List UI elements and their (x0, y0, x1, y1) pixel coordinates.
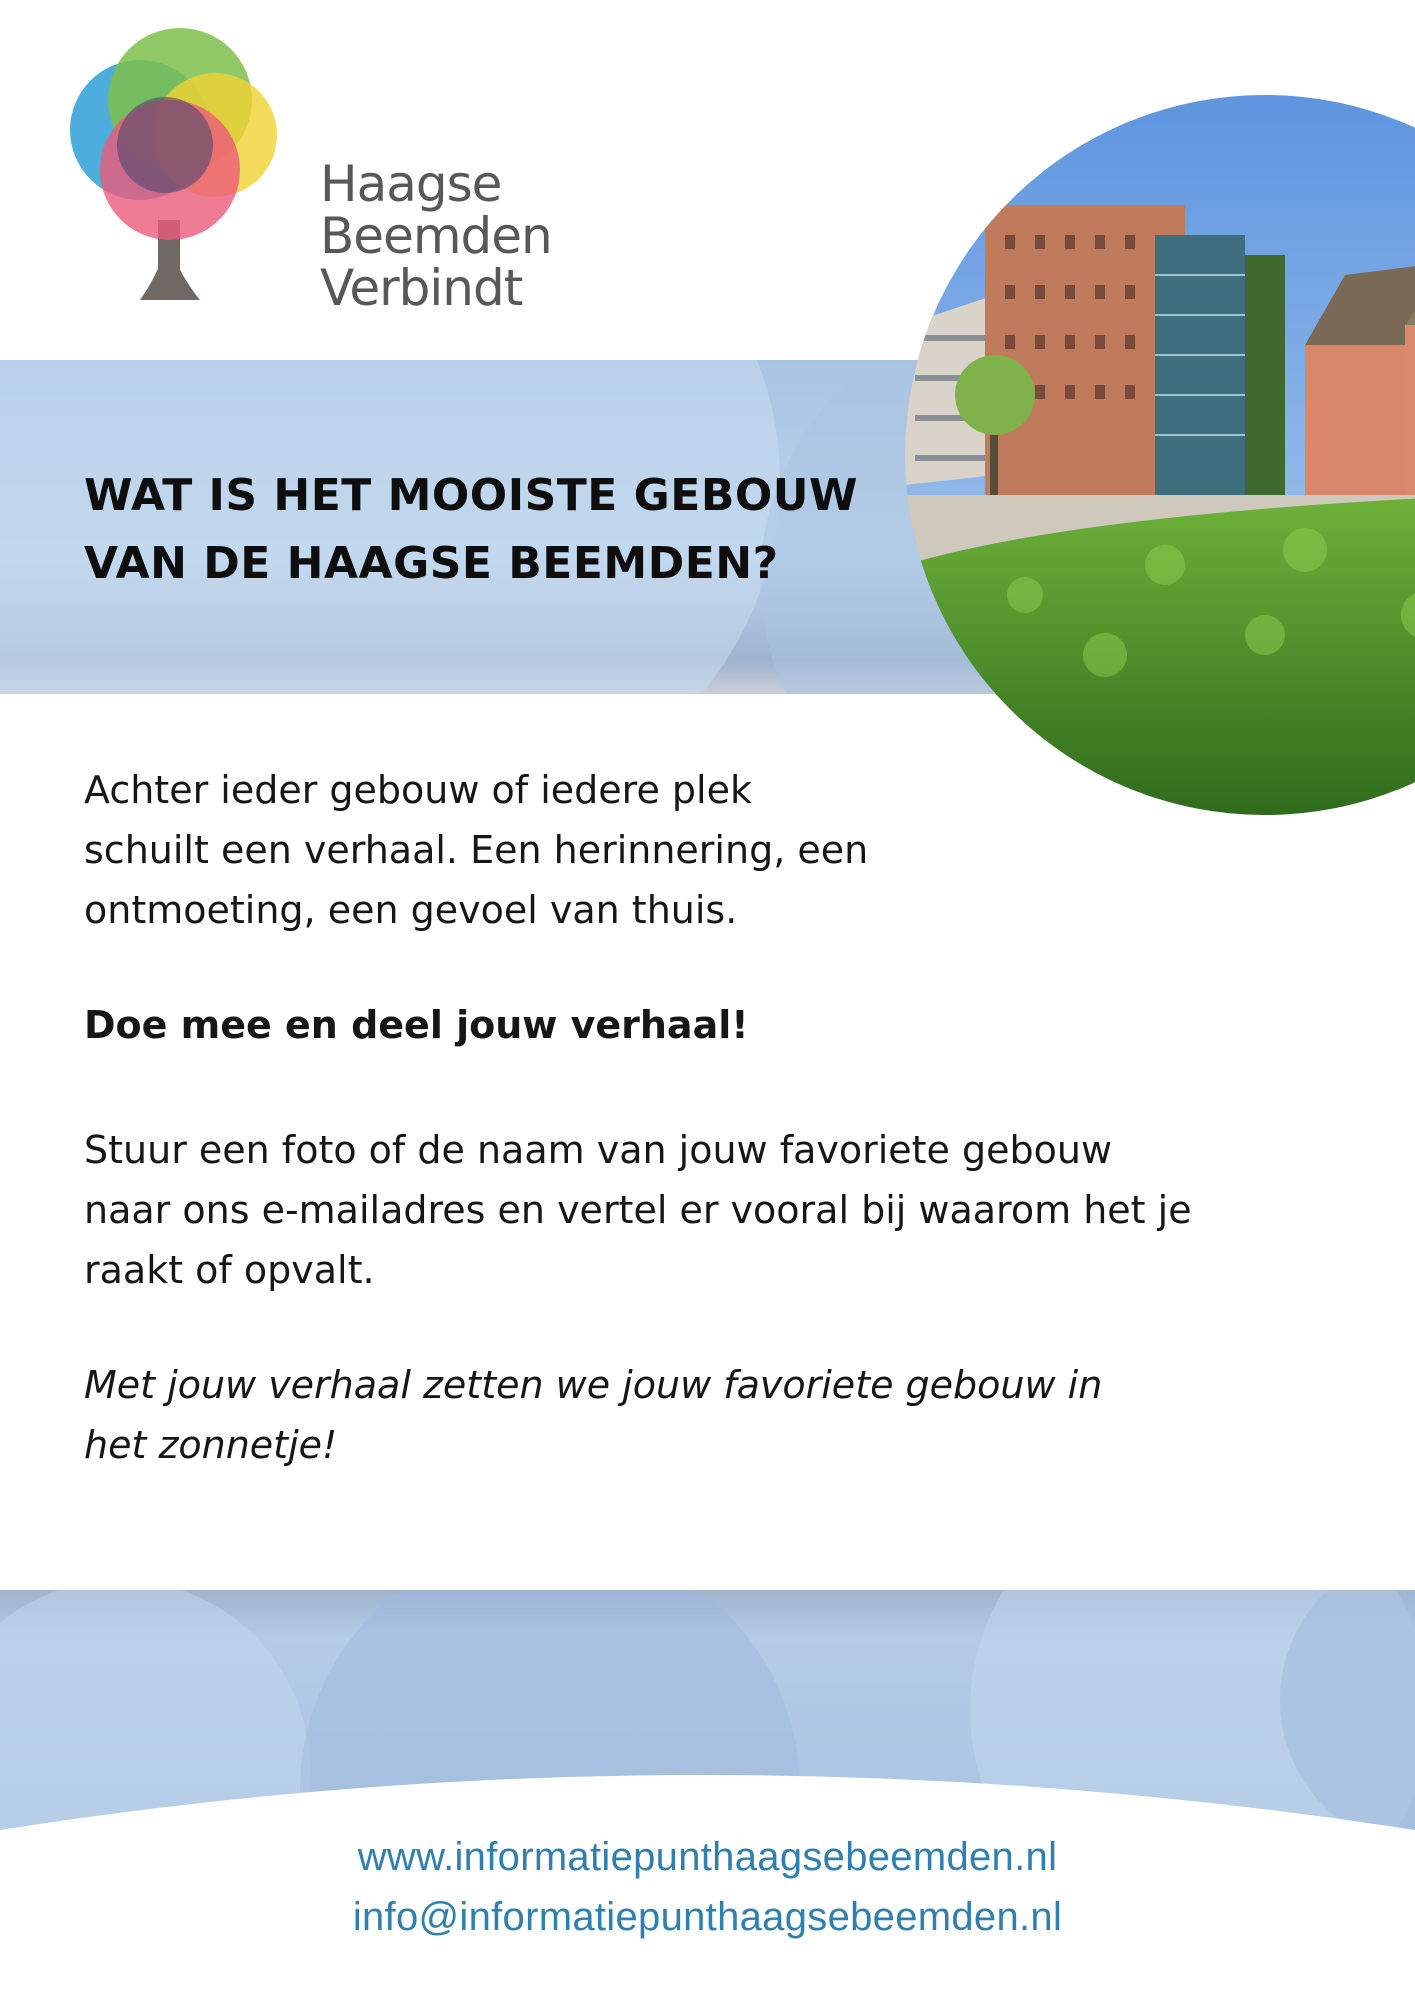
page-title (84, 462, 904, 598)
footer (0, 1590, 1415, 2000)
building-photo-image (905, 95, 1415, 815)
callout-text: Doe mee en deel jouw verhaal! (84, 1003, 749, 1047)
website-link[interactable]: www.informatiepunthaagsebeemden.nl (357, 1835, 1058, 1879)
closing-paragraph (84, 1355, 1334, 1475)
logo-line-1: Haagse (320, 155, 502, 213)
building-photo (905, 95, 1415, 815)
instructions-line-3: raakt of opvalt. (84, 1248, 375, 1292)
logo-line-2: Beemden (320, 207, 552, 265)
intro-line-1: Achter ieder gebouw of iedere plek (84, 768, 752, 812)
callout-heading (84, 995, 1334, 1055)
title-line-2: VAN DE HAAGSE BEEMDEN? (84, 538, 779, 589)
logo (40, 20, 600, 317)
intro-line-2: schuilt een verhaal. Een herinnering, een (84, 828, 869, 872)
instructions-line-1: Stuur een foto of de naam van jouw favoriete gebouw (84, 1128, 1113, 1172)
instructions-paragraph (84, 1120, 1334, 1300)
closing-line-1: Met jouw verhaal zetten we jouw favoriete gebouw in (84, 1363, 1103, 1407)
title-line-1: WAT IS HET MOOISTE GEBOUW (84, 470, 859, 521)
closing-line-2: het zonnetje! (84, 1423, 338, 1467)
logo-line-3: Verbindt (320, 259, 523, 317)
instructions-line-2: naar ons e-mailadres en vertel er vooral bij waarom het je (84, 1188, 1192, 1232)
logo-wordmark (320, 155, 552, 317)
intro-line-3: ontmoeting, een gevoel van thuis. (84, 888, 738, 932)
email-link[interactable]: info@informatiepunthaagsebeemden.nl (352, 1895, 1063, 1939)
tree-logo-icon (40, 20, 280, 300)
intro-paragraph (84, 760, 1334, 940)
